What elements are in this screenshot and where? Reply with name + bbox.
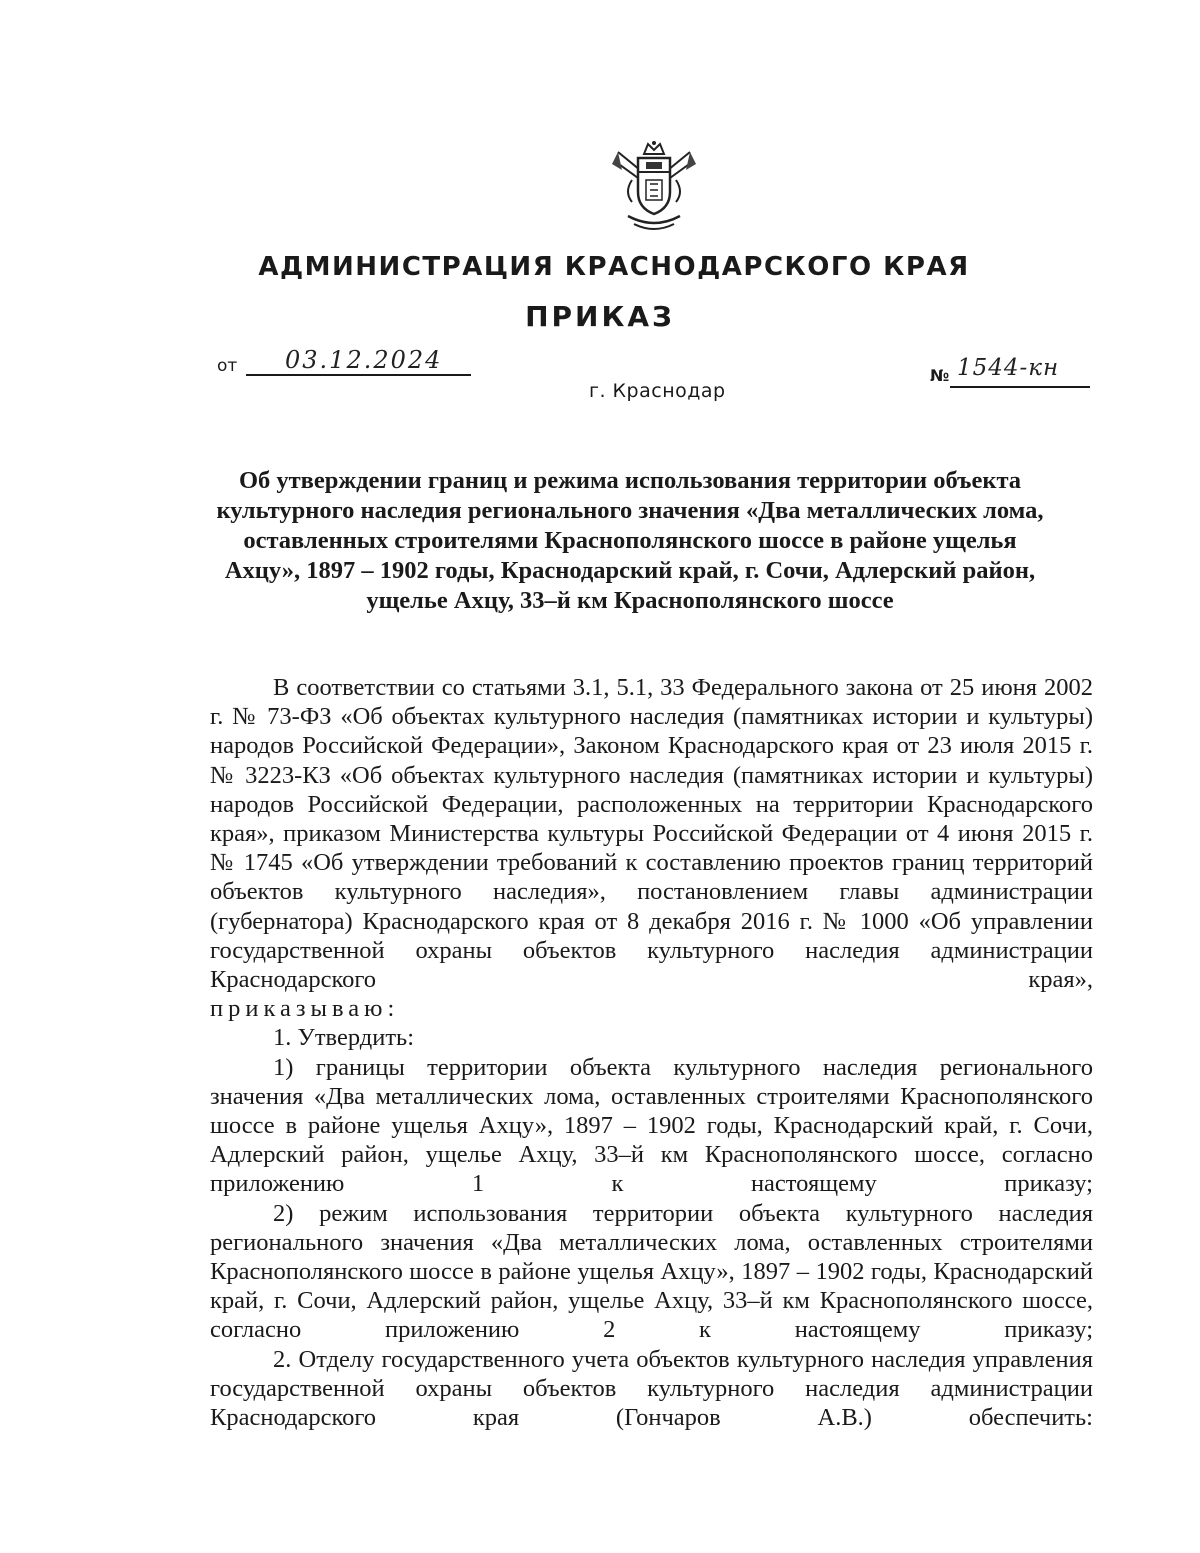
city-label: г. Краснодар <box>589 380 726 402</box>
date-label: от <box>217 356 238 376</box>
number-label: № <box>930 366 950 385</box>
handwritten-number: 1544-кн <box>957 355 1060 381</box>
organization-name: АДМИНИСТРАЦИЯ КРАСНОДАРСКОГО КРАЯ <box>258 252 970 282</box>
item-1-1-paragraph: 1) границы территории объекта культурного наследия регионального значения «Два металлических лома, оставленных строителями Краснополянского шоссе в районе ущелья Ахцу», 1897 – 1902 годы, Краснодарский край, г. Сочи, Адлерский район, ущелье Ахцу, 33–й км Краснополянского шоссе, согласно приложению 1 к настоящему приказу; <box>210 1053 1093 1198</box>
order-word: приказываю: <box>210 995 400 1023</box>
title-line: Об утверждении границ и режима использования территории объекта <box>238 467 1022 494</box>
handwritten-date: 03.12.2024 <box>285 346 443 374</box>
title-line: культурного наследия регионального значения «Два металлических лома, <box>216 497 1044 524</box>
title-line: оставленных строителями Краснополянского шоссе в районе ущелья <box>243 527 1017 554</box>
preamble-paragraph: В соответствии со статьями 3.1, 5.1, 33 Федерального закона от 25 июня 2002 г. № 73-ФЗ «Об объектах культурного наследия (памятниках истории и культуры) народов Российской Федерации», Законом Краснодарского края от 23 июля 2015 г. № 3223-КЗ «Об объектах культурного наследия (памятниках истории и культуры) народов Российской Федерации, расположенных на территории Краснодарского края», приказом Министерства культуры Российской Федерации от 4 июня 2015 г. № 1745 «Об утверждении требований к составлению проектов границ территорий объектов культурного наследия», постановлением главы администрации (губернатора) Краснодарского края от 8 декабря 2016 г. № 1000 «Об управлении государственной охраны объектов культурного наследия администрации Краснодарского края», <box>210 674 1093 994</box>
title-line: Ахцу», 1897 – 1902 годы, Краснодарский край, г. Сочи, Адлерский район, <box>224 557 1036 584</box>
document-title <box>170 466 1090 616</box>
item-1: 1. Утвердить: <box>273 1024 415 1052</box>
date-underline <box>246 374 471 376</box>
coat-of-arms-emblem <box>610 140 698 235</box>
item-1-2-paragraph: 2) режим использования территории объекта культурного наследия регионального значения «Два металлических лома, оставленных строителями Краснополянского шоссе в районе ущелья Ахцу», 1897 – 1902 годы, Краснодарский край, г. Сочи, Адлерский район, ущелье Ахцу, 33–й км Краснополянского шоссе, согласно приложению 2 к настоящему приказу; <box>210 1199 1093 1344</box>
title-line: ущелье Ахцу, 33–й км Краснополянского шоссе <box>366 587 894 614</box>
number-underline <box>950 386 1090 388</box>
document-type: ПРИКАЗ <box>525 300 675 333</box>
item-2-paragraph: 2. Отделу государственного учета объектов культурного наследия управления государственной охраны объектов культурного наследия администрации Краснодарского края (Гончаров А.В.) обеспечить: <box>210 1345 1093 1432</box>
document-body <box>210 673 1093 1432</box>
